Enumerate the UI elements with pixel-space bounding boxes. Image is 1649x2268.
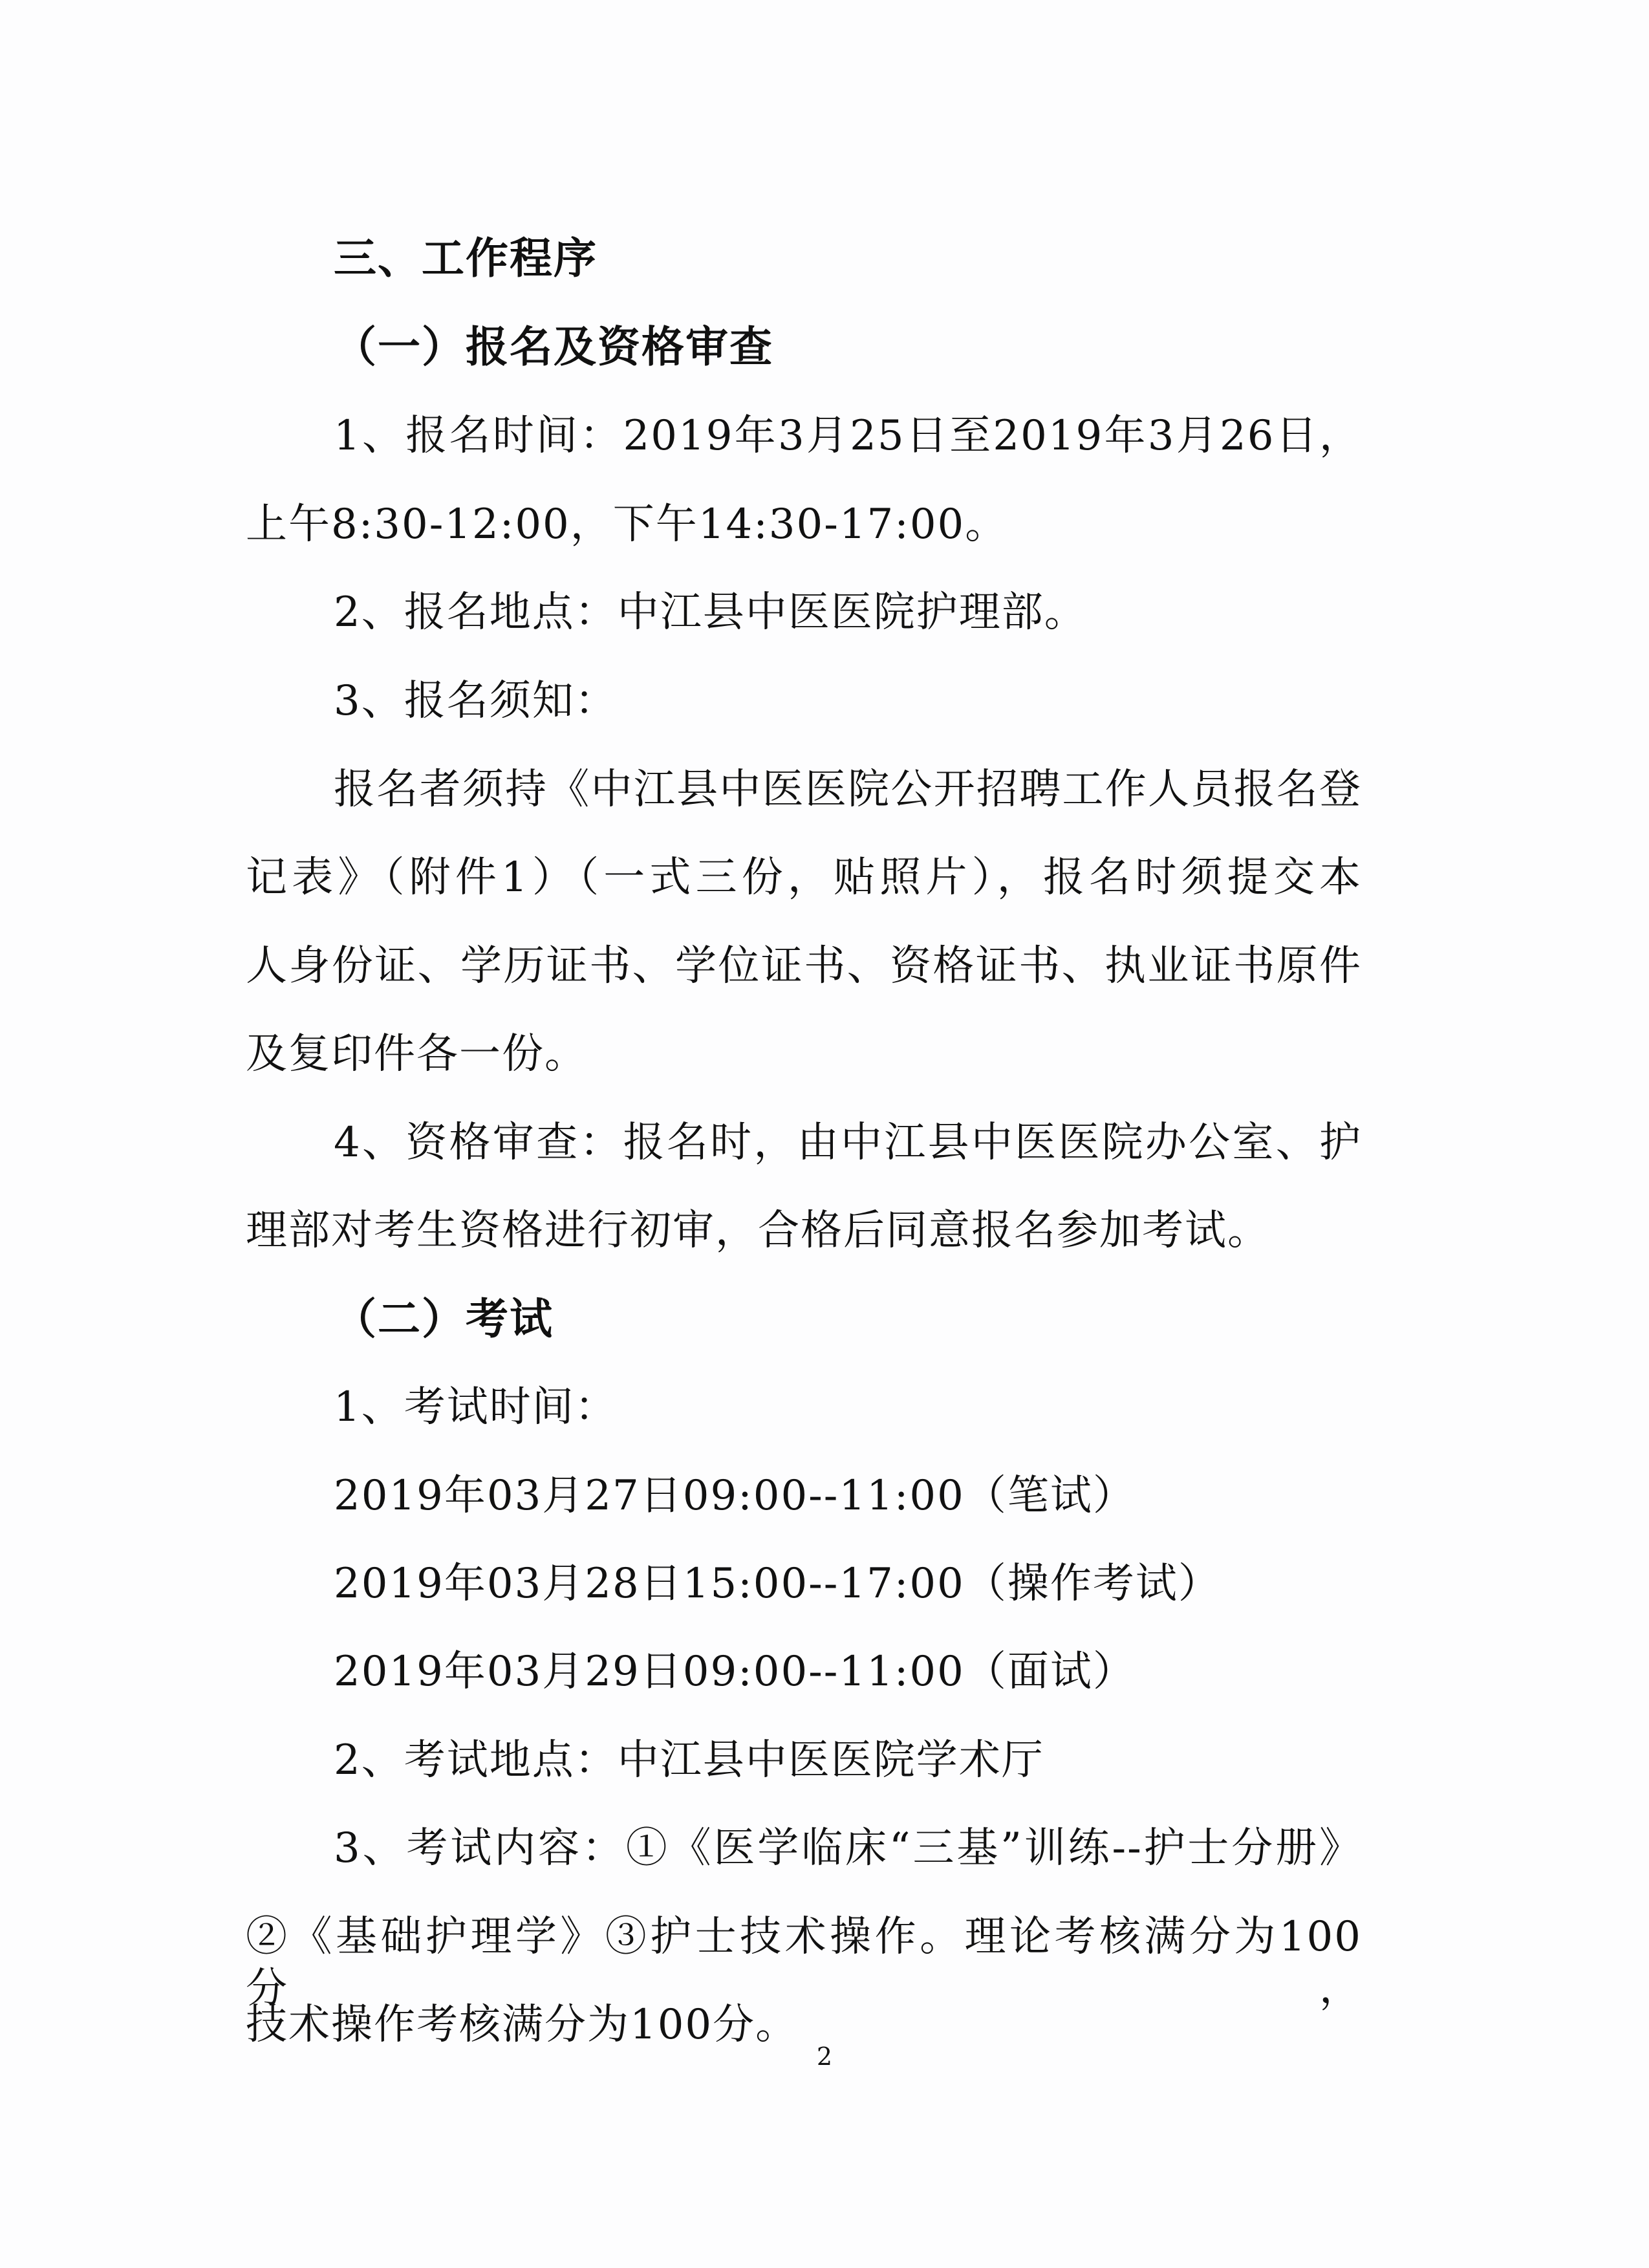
exam-time-title: 1、考试时间： [334, 1383, 618, 1431]
qual-review-line2: 理部对考生资格进行初审，合格后同意报名参加考试。 [246, 1207, 1270, 1255]
reg-notice-line4: 及复印件各一份。 [246, 1030, 587, 1078]
sub1-heading: （一）报名及资格审查 [334, 322, 773, 372]
reg-place: 2、报名地点：中江县中医医院护理部。 [334, 589, 1087, 636]
exam-time-practical: 2019年03月28日15:00--17:00（操作考试） [334, 1560, 1221, 1608]
exam-content-line3: 技术操作考核满分为100分。 [246, 2001, 799, 2049]
exam-time-interview: 2019年03月29日09:00--11:00（面试） [334, 1648, 1136, 1696]
qual-review-line1: 4、资格审查：报名时，由中江县中医医院办公室、护 [334, 1119, 1362, 1167]
reg-notice-line1: 报名者须持《中江县中医医院公开招聘工作人员报名登 [334, 766, 1362, 814]
exam-time-written: 2019年03月27日09:00--11:00（笔试） [334, 1472, 1136, 1520]
section-heading: 三、工作程序 [334, 233, 598, 283]
exam-content-line1: 3、考试内容：①《医学临床“三基”训练--护士分册》 [334, 1824, 1362, 1872]
reg-notice-line2: 记表》（附件1）（一式三份，贴照片），报名时须提交本 [246, 854, 1362, 902]
reg-notice-line3: 人身份证、学历证书、学位证书、资格证书、执业证书原件 [246, 942, 1362, 990]
exam-place: 2、考试地点：中江县中医医院学术厅 [334, 1736, 1044, 1784]
reg-notice-title: 3、报名须知： [334, 677, 618, 725]
exam-content-line2: ②《基础护理学》③护士技术操作。理论考核满分为100分， [246, 1913, 1362, 2013]
reg-time-line1: 1、报名时间：2019年3月25日至2019年3月26日， [334, 412, 1362, 460]
sub2-heading: （二）考试 [334, 1294, 554, 1344]
reg-time-line2: 上午8:30-12:00，下午14:30-17:00。 [246, 501, 1008, 548]
page-number: 2 [816, 2042, 833, 2071]
